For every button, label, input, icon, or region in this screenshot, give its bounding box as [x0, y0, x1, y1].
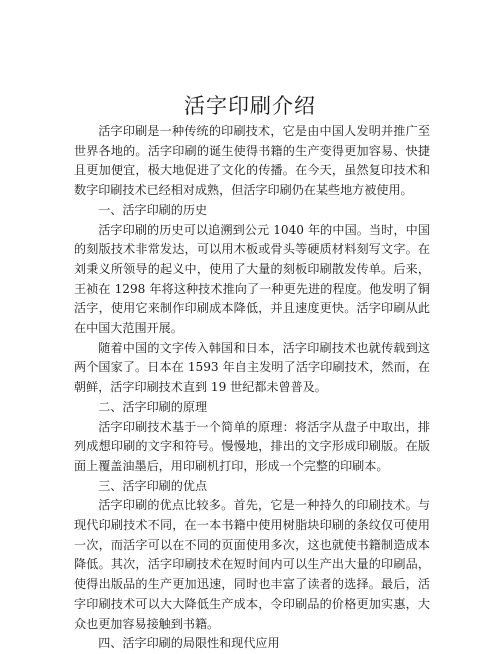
spread-paragraph: 随着中国的文字传入韩国和日本，活字印刷技术也就传载到这两个国家了。日本在 1593 年自主发明了活字印刷技术，然而，在朝鲜，活字印刷技术直到 19 世纪都未曾普及。 — [74, 340, 430, 395]
page-title: 活字印刷介绍 — [184, 94, 316, 119]
intro-paragraph: 活字印刷是一种传统的印刷技术，它是由中国人发明并推广至世界各地的。活字印刷的诞生使得书籍的生产变得更加容易、快捷且更加便宜，极大地促进了文化的传播。在今天，虽然复印技术和数字印刷技术已经相对成熟，但活字印刷仍在某些地方被使用。 — [74, 124, 430, 198]
document-body — [74, 122, 430, 654]
section-heading-history: 一、活字印刷的历史 — [98, 202, 208, 217]
section-heading-principle: 二、活字印刷的原理 — [98, 399, 208, 414]
section-heading-limitations: 四、活字印刷的局限性和现代应用 — [98, 636, 280, 651]
section-heading-advantages: 三、活字印刷的优点 — [98, 478, 208, 493]
advantages-paragraph: 活字印刷的优点比较多。首先，它是一种持久的印刷技术。与现代印刷技术不同，在一本书籍中使用树脂块印刷的条纹仅可使用一次，而活字可以在不同的页面使用多次，这也就使书籍制造成本降低。其次，活字印刷技术在短时间内可以生产出大量的印刷品，使得出版品的生产更加迅速，同时也丰富了读者的选择。最后，活字印刷技术可以大大降低生产成本，令印刷品的价格更加实惠，大众也更加容易接触到书籍。 — [74, 498, 430, 631]
history-paragraph: 活字印刷的历史可以追溯到公元 1040 年的中国。当时，中国的刻版技术非常发达，可以用木板或骨头等硬质材料刻写文字。在刘秉义所领导的起义中，使用了大量的刻板印刷散发传单。后来，王祯在 1298 年将这种技术推向了一种更先进的程度。他发明了铜活字，使用它来制作印刷成本降低，并且速度更快。活字印刷从此在中国大范围开展。 — [74, 222, 430, 336]
principle-paragraph: 活字印刷技术基于一个简单的原理：将活字从盘子中取出，排列成想印刷的文字和符号。慢慢地，排出的文字形成印刷版。在版面上覆盖油墨后，用印刷机打印，形成一个完整的印刷本。 — [74, 419, 430, 473]
